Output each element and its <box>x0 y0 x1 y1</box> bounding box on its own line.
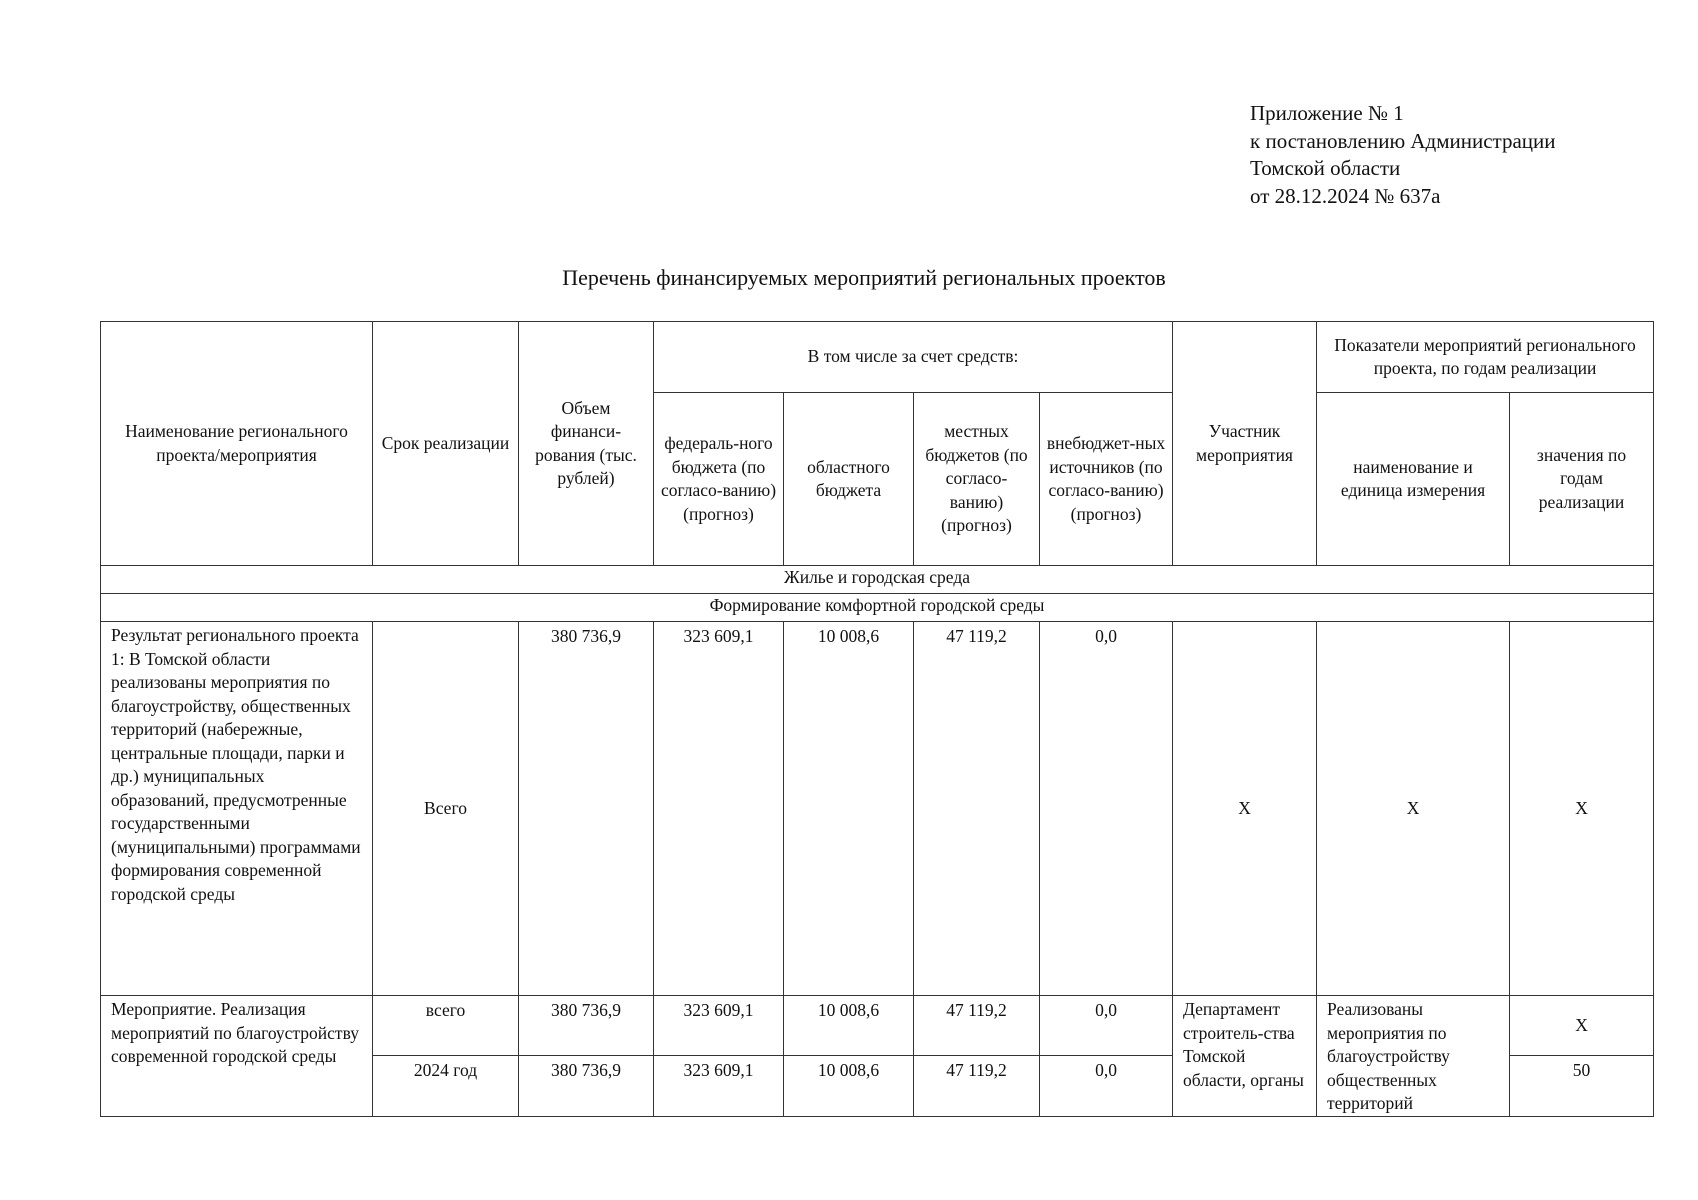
section-title-housing: Жилье и городская среда <box>101 566 1654 594</box>
event-indicator-name: Реализованы мероприятия по благоустройству общественных территорий <box>1317 996 1510 1117</box>
event-indicator-value-2024: 50 <box>1510 1056 1654 1116</box>
event-participant: Департамент строитель-ства Томской области, органы <box>1173 996 1317 1117</box>
result-period: Всего <box>373 622 519 996</box>
section-row <box>101 594 1654 622</box>
result-indicator-name: Х <box>1317 622 1510 996</box>
result-name: Результат регионального проекта 1: В Томской области реализованы мероприятия по благоустройству, общественных территорий (набережные, центральные площади, парки и др.) муниципальных образований, предусмотренные государственными (муниципальными) программами формирования современной городской среды <box>101 622 373 996</box>
event-local-total: 47 119,2 <box>914 996 1040 1056</box>
header-extrabudget: внебюджет-ных источников (по согласо-ванию) (прогноз) <box>1040 393 1173 566</box>
header-indicator-name: наименование и единица измерения <box>1317 393 1510 566</box>
result-volume: 380 736,9 <box>519 622 654 996</box>
appendix-line-4: от 28.12.2024 № 637а <box>1250 183 1441 208</box>
result-local: 47 119,2 <box>914 622 1040 996</box>
result-indicator-values: Х <box>1510 622 1654 996</box>
event-name: Мероприятие. Реализация мероприятий по благоустройству современной городской среды <box>101 996 373 1117</box>
financing-table <box>100 321 1654 1117</box>
event-federal-total: 323 609,1 <box>654 996 784 1056</box>
header-volume: Объем финанси-рования (тыс. рублей) <box>519 322 654 566</box>
event-regional-2024: 10 008,6 <box>784 1056 914 1116</box>
header-indicators: Показатели мероприятий регионального проекта, по годам реализации <box>1317 322 1654 393</box>
document-title: Перечень финансируемых мероприятий региональных проектов <box>562 265 1166 290</box>
header-regional: областного бюджета <box>784 393 914 566</box>
event-volume-total: 380 736,9 <box>519 996 654 1056</box>
event-extrabudget-total: 0,0 <box>1040 996 1173 1056</box>
event-extrabudget-2024: 0,0 <box>1040 1056 1173 1116</box>
event-volume-2024: 380 736,9 <box>519 1056 654 1116</box>
event-period-2024: 2024 год <box>373 1056 519 1116</box>
appendix-line-3: Томской области <box>1250 156 1401 180</box>
result-regional: 10 008,6 <box>784 622 914 996</box>
result-extrabudget: 0,0 <box>1040 622 1173 996</box>
result-row <box>101 622 1654 996</box>
section-title-comfort: Формирование комфортной городской среды <box>101 594 1654 622</box>
header-local: местных бюджетов (по согласо-ванию) (прогноз) <box>914 393 1040 566</box>
event-indicator-value-total: Х <box>1510 996 1654 1056</box>
event-period-total: всего <box>373 996 519 1056</box>
header-federal: федераль-ного бюджета (по согласо-ванию) (прогноз) <box>654 393 784 566</box>
event-federal-2024: 323 609,1 <box>654 1056 784 1116</box>
event-local-2024: 47 119,2 <box>914 1056 1040 1116</box>
section-row <box>101 566 1654 594</box>
event-row-total <box>101 996 1654 1056</box>
header-participant: Участник мероприятия <box>1173 322 1317 566</box>
header-period: Срок реализации <box>373 322 519 566</box>
result-participant: Х <box>1173 622 1317 996</box>
header-including: В том числе за счет средств: <box>654 322 1173 393</box>
header-indicator-values: значения по годам реализации <box>1510 393 1654 566</box>
header-name: Наименование регионального проекта/мероприятия <box>101 322 373 566</box>
event-regional-total: 10 008,6 <box>784 996 914 1056</box>
appendix-block <box>1250 100 1556 210</box>
result-federal: 323 609,1 <box>654 622 784 996</box>
appendix-line-2: к постановлению Администрации <box>1250 128 1556 153</box>
appendix-line-1: Приложение № 1 <box>1250 101 1404 125</box>
